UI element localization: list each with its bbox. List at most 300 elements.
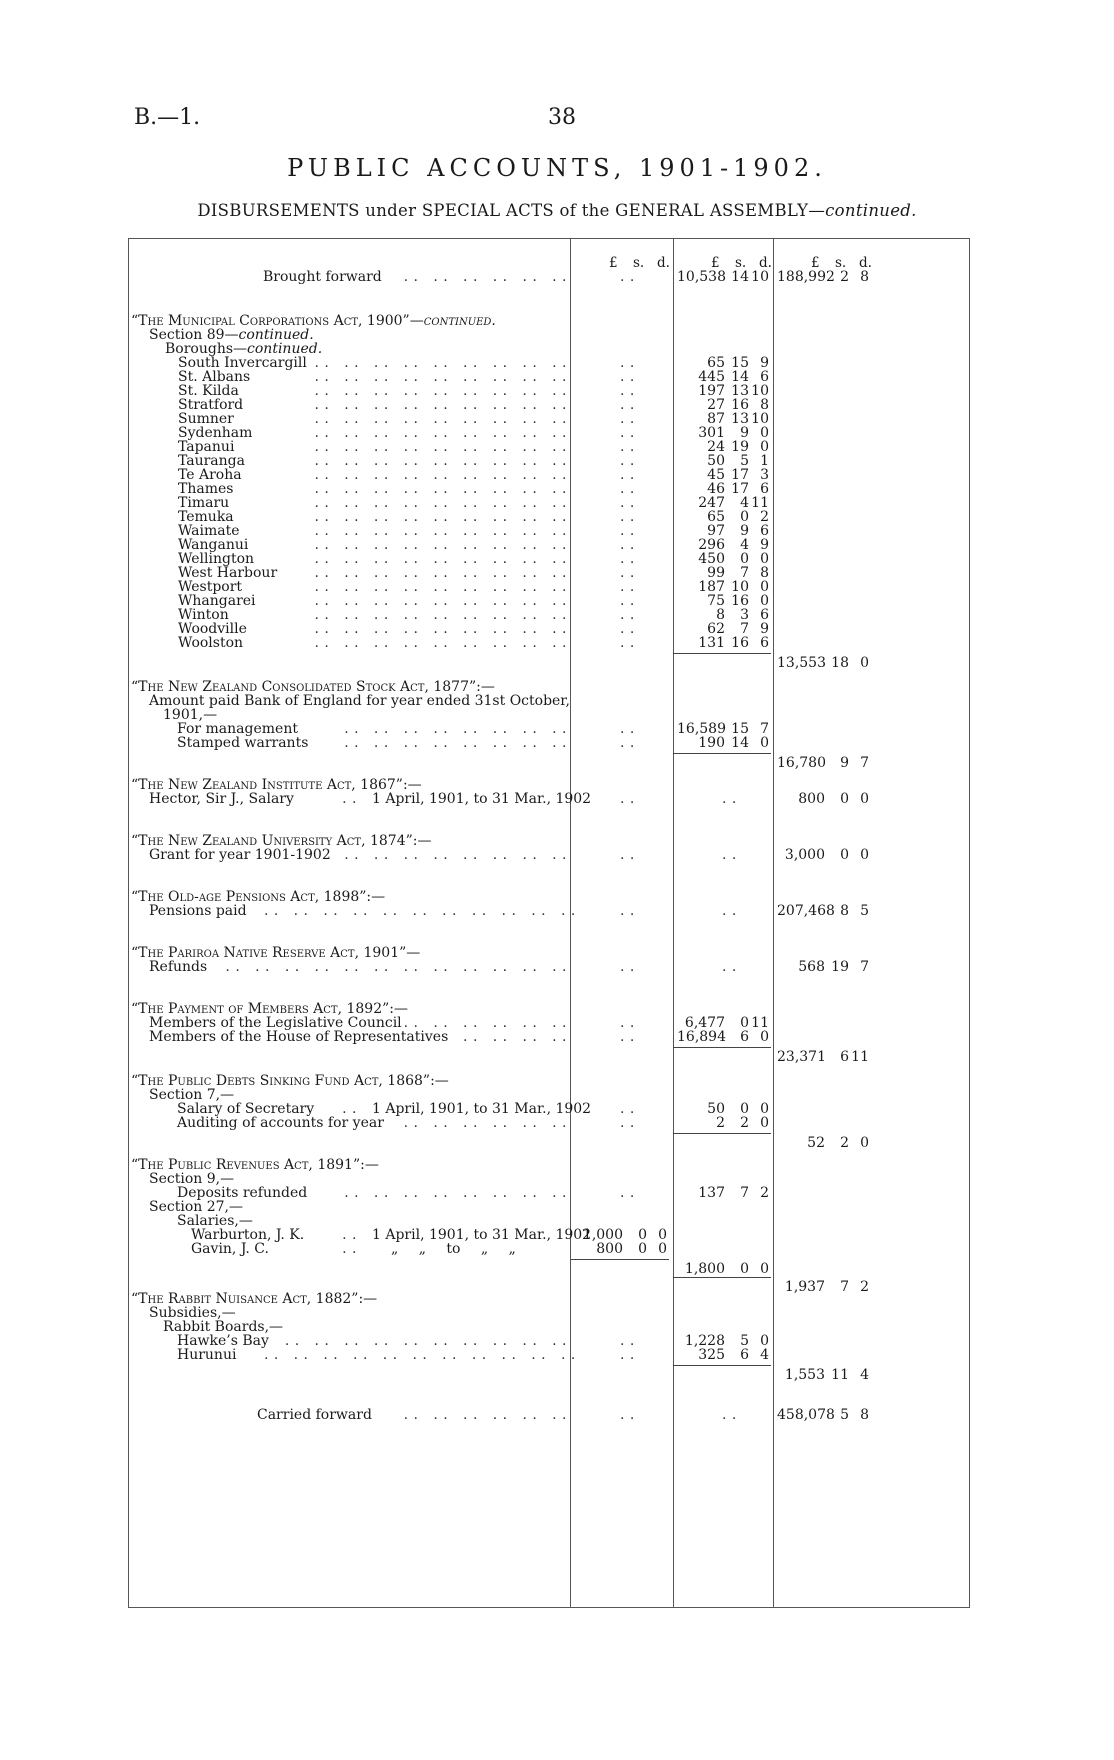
amount-pounds: 50 (707, 1101, 725, 1117)
amount-pence: 0 (658, 1227, 667, 1243)
leader-dots: . . . . . . . . . . . . . . . . . . (309, 551, 567, 567)
amount-shillings: 13 (731, 411, 749, 427)
empty-cell-dots: . . (615, 509, 635, 525)
deposits-amount (677, 1185, 773, 1202)
brought-forward-label: Brought forward (263, 269, 382, 285)
borough-name: Winton (178, 607, 229, 623)
amount-pence: 6 (760, 523, 769, 539)
amount-pounds: 2 (716, 1115, 725, 1131)
amount-pounds: 23,371 (777, 1049, 826, 1065)
amount-pounds: 10,538 (677, 269, 726, 285)
empty-cell-dots: . . (615, 791, 635, 807)
refunds-label: Refunds (149, 959, 208, 975)
pound-header: £ (811, 255, 820, 271)
amount-shillings: 6 (740, 1029, 749, 1045)
amount-pounds: 458,078 (777, 1407, 835, 1423)
amount-shillings: 4 (740, 537, 749, 553)
amount-shillings: 3 (740, 607, 749, 623)
amount-pounds: 188,992 (777, 269, 835, 285)
rabbit-total (777, 1367, 873, 1384)
period-label: 1 April, 1901, to 31 Mar., 1902 (372, 1227, 592, 1243)
university-item-label: Grant for year 1901-1902 (149, 847, 331, 863)
amount-pence: 9 (760, 537, 769, 553)
municipal-total (777, 655, 873, 672)
borough-name: Tapanui (178, 439, 235, 455)
members-total (777, 1049, 873, 1066)
borough-name: Wellington (178, 551, 255, 567)
leader-dots: . . . . . . . . . . . . . . . . (339, 847, 567, 863)
amount-shillings: 9 (740, 425, 749, 441)
leader-dots: . . (337, 1227, 357, 1243)
empty-cell-dots: . . (615, 397, 635, 413)
amount-shillings: 6 (740, 1347, 749, 1363)
shillings-header: s. (835, 255, 847, 271)
amount-pounds: 87 (707, 411, 725, 427)
leader-dots: . . . . . . . . . . . . . . . . . . (309, 439, 567, 455)
empty-cell-dots: . . (615, 959, 635, 975)
empty-cell-dots: . . (615, 269, 635, 285)
label-text: “The Municipal Corporations Act, 1900”— (131, 313, 424, 329)
amount-pence: 1 (760, 453, 769, 469)
amount-shillings: 7 (740, 621, 749, 637)
amount-shillings: 16 (731, 635, 749, 651)
pound-header: £ (711, 255, 720, 271)
amount-pounds: 50 (707, 453, 725, 469)
act-heading: “The Public Revenues Act, 1891”:— (131, 1157, 379, 1173)
leader-dots: . . . . . . . . . . . . . . . . . . (309, 607, 567, 623)
leader-dots: . . . . . . . . . . . . . . . . . . (309, 635, 567, 651)
amount-shillings: 14 (731, 735, 749, 751)
amount-pence: 0 (760, 1029, 769, 1045)
amount-pence: 11 (851, 1049, 869, 1065)
borough-amount (677, 635, 773, 652)
borough-name: South Invercargill (178, 355, 307, 371)
amount-shillings: 14 (731, 269, 749, 285)
amount-shillings: 0 (740, 551, 749, 567)
empty-cell-dots: . . (615, 481, 635, 497)
amount-pounds: 1,553 (784, 1367, 825, 1383)
leader-dots: . . . . . . . . . . . . . . . . . . (309, 495, 567, 511)
amount-shillings: 19 (731, 439, 749, 455)
sinking-item-amount (677, 1115, 773, 1132)
amount-pence: 0 (860, 1135, 869, 1151)
amount-pounds: 800 (596, 1241, 623, 1257)
subtitle-continued: continued. (825, 201, 917, 220)
amount-shillings: 15 (731, 721, 749, 737)
empty-cell-dots: . . (615, 551, 635, 567)
brought-forward-amount (677, 269, 773, 286)
description-line: 1901,— (163, 707, 218, 723)
leader-dots: . . . . . . . . . . . . . . . . . . (309, 453, 567, 469)
sum-rule (673, 1365, 771, 1366)
empty-cell-dots: . . (615, 903, 635, 919)
members-item-amount (677, 1029, 773, 1046)
amount-shillings: 19 (831, 959, 849, 975)
leader-dots: . . . . . . . . . . . . . . . . . . (309, 537, 567, 553)
label-text: Boroughs— (165, 341, 248, 357)
amount-shillings: 0 (740, 1261, 749, 1277)
amount-pence: 0 (760, 1101, 769, 1117)
leader-dots: . . . . . . . . . . . . . . . . . . . . (279, 1333, 567, 1349)
period-label: 1 April, 1901, to 31 Mar., 1902 (372, 791, 592, 807)
amount-shillings: 2 (840, 269, 849, 285)
amount-pounds: 52 (807, 1135, 825, 1151)
empty-cell-dots: . . (615, 537, 635, 553)
empty-cell-dots: . . (615, 355, 635, 371)
institute-item-label: Hector, Sir J., Salary (149, 791, 294, 807)
empty-cell-dots: . . (717, 1407, 737, 1423)
amount-pence: 2 (760, 1185, 769, 1201)
amount-pence: 0 (760, 439, 769, 455)
empty-cell-dots: . . (615, 425, 635, 441)
stock-item-label: Stamped warrants (177, 735, 309, 751)
empty-cell-dots: . . (615, 1015, 635, 1031)
borough-name: Te Aroha (178, 467, 242, 483)
act-heading: “The New Zealand Institute Act, 1867”:— (131, 777, 422, 793)
amount-pence: 0 (860, 791, 869, 807)
amount-pounds: 445 (698, 369, 725, 385)
amount-pounds: 65 (707, 355, 725, 371)
amount-pence: 5 (860, 903, 869, 919)
borough-name: Temuka (178, 509, 234, 525)
empty-cell-dots: . . (717, 791, 737, 807)
empty-cell-dots: . . (615, 579, 635, 595)
amount-pence: 0 (760, 425, 769, 441)
section-label: Section 27,— (149, 1199, 243, 1215)
amount-pence: 0 (860, 655, 869, 671)
amount-pence: 7 (760, 721, 769, 737)
amount-pounds: 296 (698, 537, 725, 553)
amount-pounds: 190 (698, 735, 725, 751)
amount-pounds: 65 (707, 509, 725, 525)
empty-cell-dots: . . (615, 1347, 635, 1363)
members-item-label: Members of the House of Representatives (149, 1029, 449, 1045)
borough-name: St. Albans (178, 369, 251, 385)
label-text: Section 89— (149, 327, 239, 343)
empty-cell-dots: . . (615, 369, 635, 385)
amount-shillings: 0 (840, 847, 849, 863)
borough-name: Woodville (178, 621, 247, 637)
rabbit-board-amount (677, 1347, 773, 1364)
leader-dots: . . . . . . . . . . . . (398, 1015, 567, 1031)
amount-pence: 4 (760, 1347, 769, 1363)
amount-shillings: 17 (731, 467, 749, 483)
continued-note: continued. (238, 327, 314, 343)
empty-cell-dots: . . (615, 607, 635, 623)
amount-pounds: 247 (698, 495, 725, 511)
amount-pounds: 8 (716, 607, 725, 623)
leader-dots: . . . . . . . . . . . . (398, 269, 567, 285)
borough-name: Woolston (178, 635, 244, 651)
amount-pounds: 301 (698, 425, 725, 441)
leader-dots: . . . . . . . . . . . . . . . . . . . . . . (259, 1347, 576, 1363)
borough-name: Thames (178, 481, 234, 497)
amount-pounds: 75 (707, 593, 725, 609)
page-title: PUBLIC ACCOUNTS, 1901-1902. (287, 154, 827, 182)
leader-dots: . . . . . . . . . . . . . . . . . . (309, 481, 567, 497)
amount-pounds: 45 (707, 467, 725, 483)
leader-dots: . . . . . . . . . . . . . . . . . . (309, 523, 567, 539)
empty-cell-dots: . . (615, 1101, 635, 1117)
amount-pounds: 131 (698, 635, 725, 651)
sinking-total (777, 1135, 873, 1152)
act-heading: “The New Zealand Consolidated Stock Act, 1877”:— (131, 679, 495, 695)
leader-dots: . . . . . . . . (458, 1029, 567, 1045)
amount-pence: 10 (751, 383, 769, 399)
leader-dots: . . . . . . . . . . . . . . . . . . . . . . . . (220, 959, 567, 975)
amount-pence: 0 (760, 735, 769, 751)
sinking-item-label: Auditing of accounts for year (177, 1115, 384, 1131)
leader-dots: . . . . . . . . . . . . (398, 1407, 567, 1423)
rabbit-board-label: Hurunui (177, 1347, 237, 1363)
empty-cell-dots: . . (615, 495, 635, 511)
leader-dots: . . . . . . . . . . . . . . . . (339, 1185, 567, 1201)
column-rule (773, 239, 774, 1607)
document-code: B.—1. (134, 105, 201, 130)
amount-pounds: 1,000 (582, 1227, 623, 1243)
salaries-label: Salaries,— (177, 1213, 253, 1229)
pound-header: £ (609, 255, 618, 271)
sum-rule (673, 1277, 771, 1278)
carried-forward-total (777, 1407, 873, 1424)
members-item-label: Members of the Legislative Council (149, 1015, 402, 1031)
section-label: Section 7,— (149, 1087, 235, 1103)
amount-shillings: 4 (740, 495, 749, 511)
leader-dots: . . . . . . . . . . . . . . . . . . (309, 621, 567, 637)
amount-pence: 3 (760, 467, 769, 483)
column-rule (673, 239, 674, 1607)
pence-header: d. (759, 255, 772, 271)
amount-pounds: 62 (707, 621, 725, 637)
amount-pence: 8 (760, 565, 769, 581)
leader-dots: . . . . . . . . . . . . . . . . . . (309, 565, 567, 581)
amount-pence: 4 (860, 1367, 869, 1383)
empty-cell-dots: . . (615, 1407, 635, 1423)
empty-cell-dots: . . (615, 847, 635, 863)
amount-pence: 10 (751, 411, 769, 427)
amount-pence: 0 (760, 551, 769, 567)
shillings-header: s. (633, 255, 645, 271)
act-heading: “The Payment of Members Act, 1892”:— (131, 1001, 408, 1017)
empty-cell-dots: . . (615, 1185, 635, 1201)
amount-shillings: 7 (740, 1185, 749, 1201)
amount-pence: 8 (760, 397, 769, 413)
empty-cell-dots: . . (615, 735, 635, 751)
amount-pence: 7 (860, 755, 869, 771)
leader-dots: . . . . . . . . . . . . . . . . . . (309, 369, 567, 385)
act-heading: “The Pariroa Native Reserve Act, 1901”— (131, 945, 421, 961)
disbursements-table (128, 238, 970, 1608)
empty-cell-dots: . . (615, 721, 635, 737)
description-line: Amount paid Bank of England for year ended 31st October, (149, 693, 570, 709)
amount-pence: 8 (860, 269, 869, 285)
borough-name: West Harbour (178, 565, 278, 581)
amount-pence: 10 (751, 269, 769, 285)
leader-dots: . . (337, 1101, 357, 1117)
leader-dots: . . . . . . . . . . . . . . . . (339, 735, 567, 751)
amount-pounds: 16,780 (777, 755, 826, 771)
amount-shillings: 5 (840, 1407, 849, 1423)
amount-shillings: 11 (831, 1367, 849, 1383)
amount-shillings: 8 (840, 903, 849, 919)
revenues-total (777, 1279, 873, 1296)
amount-shillings: 18 (831, 655, 849, 671)
amount-pence: 8 (860, 1407, 869, 1423)
amount-shillings: 2 (740, 1115, 749, 1131)
amount-shillings: 13 (731, 383, 749, 399)
empty-cell-dots: . . (615, 439, 635, 455)
amount-pence: 7 (860, 959, 869, 975)
amount-pounds: 325 (698, 1347, 725, 1363)
leader-dots: . . . . . . . . . . . . . . . . (339, 721, 567, 737)
pariroa-total (777, 959, 873, 976)
amount-pounds: 568 (798, 959, 825, 975)
amount-pounds: 197 (698, 383, 725, 399)
amount-shillings: 0 (638, 1241, 647, 1257)
amount-pounds: 24 (707, 439, 725, 455)
carried-forward-label: Carried forward (257, 1407, 372, 1423)
amount-pence: 0 (760, 1115, 769, 1131)
amount-pounds: 99 (707, 565, 725, 581)
amount-pounds: 800 (798, 791, 825, 807)
continued-note: continued. (247, 341, 323, 357)
amount-pounds: 137 (698, 1185, 725, 1201)
amount-shillings: 0 (740, 509, 749, 525)
leader-dots: . . . . . . . . . . . . . . . . . . (309, 593, 567, 609)
sum-rule (673, 1047, 771, 1048)
amount-shillings: 16 (731, 593, 749, 609)
leader-dots: . . (337, 791, 357, 807)
period-label: 1 April, 1901, to 31 Mar., 1902 (372, 1101, 592, 1117)
empty-cell-dots: . . (615, 383, 635, 399)
amount-pounds: 13,553 (777, 655, 826, 671)
amount-pounds: 46 (707, 481, 725, 497)
stock-item-amount (677, 735, 773, 752)
leader-dots: . . . . . . . . . . . . . . . . . . (309, 397, 567, 413)
amount-pounds: 16,894 (677, 1029, 726, 1045)
amount-pence: 0 (658, 1241, 667, 1257)
shillings-header: s. (735, 255, 747, 271)
amount-pence: 6 (760, 481, 769, 497)
amount-shillings: 2 (840, 1135, 849, 1151)
amount-shillings: 7 (840, 1279, 849, 1295)
leader-dots: . . . . . . . . . . . . . . . . . . . . . . (259, 903, 576, 919)
empty-cell-dots: . . (717, 903, 737, 919)
empty-cell-dots: . . (615, 593, 635, 609)
empty-cell-dots: . . (615, 411, 635, 427)
amount-pence: 9 (760, 355, 769, 371)
borough-name: Sumner (178, 411, 234, 427)
leader-dots: . . . . . . . . . . . . . . . . . . (309, 383, 567, 399)
brought-forward-total (777, 269, 873, 286)
empty-cell-dots: . . (615, 621, 635, 637)
borough-name: Waimate (178, 523, 240, 539)
amount-shillings: 0 (740, 1015, 749, 1031)
leader-dots: . . . . . . . . . . . . . . . . . . (309, 425, 567, 441)
act-heading: “The Rabbit Nuisance Act, 1882”:— (131, 1291, 378, 1307)
amount-pounds: 450 (698, 551, 725, 567)
borough-name: St. Kilda (178, 383, 239, 399)
amount-shillings: 0 (740, 1101, 749, 1117)
leader-dots: . . (337, 1241, 357, 1257)
amount-pence: 6 (760, 369, 769, 385)
amount-pounds: 207,468 (777, 903, 835, 919)
university-total (777, 847, 873, 864)
leader-dots: . . . . . . . . . . . . (398, 1115, 567, 1131)
leader-dots: . . . . . . . . . . . . . . . . . . (309, 355, 567, 371)
subsidies-label: Subsidies,— (149, 1305, 236, 1321)
empty-cell-dots: . . (615, 467, 635, 483)
amount-pence: 0 (760, 1261, 769, 1277)
amount-pounds: 1,228 (684, 1333, 725, 1349)
amount-shillings: 16 (731, 397, 749, 413)
subtitle-main: DISBURSEMENTS under SPECIAL ACTS of the GENERAL ASSEMBLY— (197, 201, 826, 220)
amount-shillings: 7 (740, 565, 749, 581)
empty-cell-dots: . . (615, 565, 635, 581)
act-heading: “The New Zealand University Act, 1874”:— (131, 833, 432, 849)
empty-cell-dots: . . (615, 453, 635, 469)
borough-name: Stratford (178, 397, 244, 413)
salary-person-label: Gavin, J. C. (191, 1241, 269, 1257)
borough-name: Westport (178, 579, 243, 595)
empty-cell-dots: . . (615, 1029, 635, 1045)
salary-amount (575, 1241, 671, 1258)
leader-dots: . . . . . . . . . . . . . . . . . . (309, 579, 567, 595)
empty-cell-dots: . . (615, 1115, 635, 1131)
empty-cell-dots: . . (615, 1333, 635, 1349)
rabbit-board-label: Hawke’s Bay (177, 1333, 269, 1349)
pence-header: d. (657, 255, 670, 271)
sum-rule (571, 1259, 669, 1260)
amount-pounds: 3,000 (784, 847, 825, 863)
continued-note: continued. (423, 313, 496, 329)
page-subtitle (0, 201, 1114, 220)
leader-dots: . . . . . . . . . . . . . . . . . . (309, 467, 567, 483)
salaries-total (677, 1261, 773, 1278)
amount-pence: 11 (751, 1015, 769, 1031)
sum-rule (673, 753, 771, 754)
act-heading: “The Public Debts Sinking Fund Act, 1868”:— (131, 1073, 449, 1089)
amount-pounds: 27 (707, 397, 725, 413)
page-number: 38 (548, 105, 576, 130)
amount-pounds: 1,937 (784, 1279, 825, 1295)
amount-shillings: 10 (731, 579, 749, 595)
amount-pence: 0 (860, 847, 869, 863)
amount-shillings: 5 (740, 453, 749, 469)
leader-dots: . . . . . . . . . . . . . . . . . . (309, 509, 567, 525)
borough-name: Wanganui (178, 537, 249, 553)
sum-rule (673, 1133, 771, 1134)
amount-pence: 0 (760, 593, 769, 609)
amount-pence: 0 (760, 579, 769, 595)
amount-pounds: 16,589 (677, 721, 726, 737)
pensions-total (777, 903, 873, 920)
amount-pence: 2 (860, 1279, 869, 1295)
borough-name: Whangarei (178, 593, 256, 609)
amount-pence: 0 (760, 1333, 769, 1349)
pensions-item-label: Pensions paid (149, 903, 247, 919)
amount-pounds: 6,477 (684, 1015, 725, 1031)
deposits-label: Deposits refunded (177, 1185, 308, 1201)
amount-shillings: 14 (731, 369, 749, 385)
borough-name: Sydenham (178, 425, 253, 441)
act-heading: “The Old-age Pensions Act, 1898”:— (131, 889, 386, 905)
amount-shillings: 0 (840, 791, 849, 807)
empty-cell-dots: . . (717, 847, 737, 863)
amount-pounds: 97 (707, 523, 725, 539)
amount-pounds: 1,800 (684, 1261, 725, 1277)
leader-dots: . . . . . . . . . . . . . . . . . . (309, 411, 567, 427)
